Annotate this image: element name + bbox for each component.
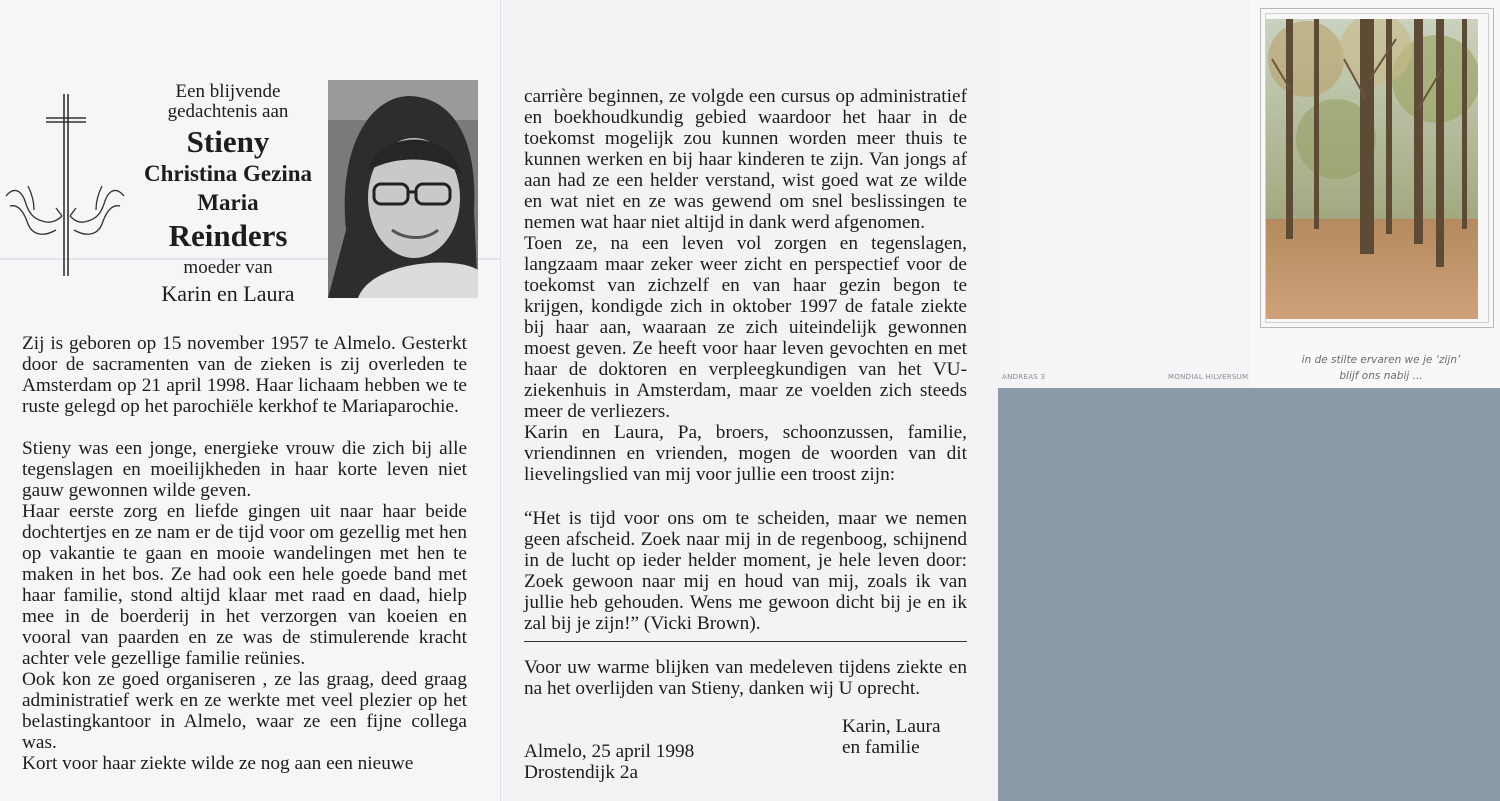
print-code: ANDREAS 3 xyxy=(1002,373,1046,381)
mother-of-label: moeder van xyxy=(183,257,273,278)
cross-icon xyxy=(46,94,86,276)
city-date: Almelo, 25 april 1998 xyxy=(524,741,695,762)
biography-middle xyxy=(524,86,967,485)
divider xyxy=(524,641,967,642)
surname: Reinders xyxy=(168,218,288,253)
forest-photo xyxy=(1266,19,1478,319)
biography-left xyxy=(22,333,467,774)
paragraph: Karin en Laura, Pa, broers, schoonzussen, familie, vriendinnen en vrienden, mogen de woorden van dit lievelingslied van mij voor jullie een troost zijn: xyxy=(524,422,967,485)
dove-left-icon xyxy=(6,186,62,234)
paragraph: Kort voor haar ziekte wilde ze nog aan een nieuwe xyxy=(22,753,414,774)
song-quote: “Het is tijd voor ons om te scheiden, maar we nemen geen afscheid. Zoek naar mij in de regenboog, schijnend in de lucht op ieder helder moment, je hele leven door: Zoek gewoon naar mij en houd van mij, zoals ik van jullie heb gehouden. Wens me gewoon dicht bij je en ik zal bij je zijn!” (Vicki Brown). xyxy=(524,508,967,634)
children-names: Karin en Laura xyxy=(161,281,295,306)
paragraph: carrière beginnen, ze volgde een cursus op administratief en boekhoudkundig gebied waardoor het haar in de toekomst mogelijk zou kunnen worden meer thuis te kunnen werken en bij haar kinderen te zijn. Van jongs af aan had ze een helder verstand, wist goed wat ze wilde en wat niet en ze was gewend om snel beslissingen te nemen wat haar niet altijd in dank werd afgenomen. xyxy=(524,86,967,233)
paragraph: Zij is geboren op 15 november 1957 te Almelo. Gesterkt door de sacramenten van de zieken is zij overleden te Amsterdam op 21 april 1998. Haar lichaam hebben we te ruste gelegd op het parochiële kerkhof te Mariaparochie. xyxy=(22,333,467,417)
signoff xyxy=(842,716,941,758)
header-line-1: Een blijvende xyxy=(175,81,281,102)
verse-line-2: blijf ons nabij ... xyxy=(1339,370,1423,382)
dove-right-icon xyxy=(70,186,124,234)
portrait-photo xyxy=(328,80,478,298)
paragraph: Ook kon ze goed organiseren , ze las graag, deed graag administratief werk en ze werkte met veel plezier op het belastingkantoor in Almelo, waar ze een fijne collega was. xyxy=(22,669,467,753)
street-address: Drostendijk 2a xyxy=(524,762,639,783)
scan-background xyxy=(998,0,1500,801)
given-names-2: Maria xyxy=(197,190,259,215)
thanks-text: Voor uw warme blijken van medeleven tijdens ziekte en na het overlijden van Stieny, danken wij U oprecht. xyxy=(524,657,967,699)
cross-and-doves-emblem xyxy=(4,90,128,280)
paragraph: Stieny was een jonge, energieke vrouw die zich bij alle tegenslagen en moeilijkheden in haar korte leven niet gauw gewonnen wilde geven. xyxy=(22,438,467,501)
card-back-cover xyxy=(998,0,1250,388)
verse-line-1: in de stilte ervaren we je ‘zijn’ xyxy=(1301,354,1461,366)
card-front-cover xyxy=(1250,0,1500,388)
printer-name: MONDIAL HILVERSUM xyxy=(1168,373,1249,381)
paragraph: Haar eerste zorg en liefde gingen uit naar haar beide dochtertjes en ze nam er de tijd voor om gezellig met hen op vakantie te gaan en mooie wandelingen met hen te maken in het bos. Ze had ook een hele goede band met haar familie, stond altijd klaar met raad en daad, hielp mee in de boerderij in het verzorgen van koeien en vooral van paarden en ze was de stimulerende kracht achter vele gezellige familie reünies. xyxy=(22,501,467,669)
card-left-panel xyxy=(0,0,500,801)
signoff-line-2: en familie xyxy=(842,737,920,758)
paragraph: Toen ze, na een leven vol zorgen en tegenslagen, langzaam maar zeker weer zicht en perspectief voor de toekomst van zichzelf en van haar gezin begon te krijgen, kondigde zich in oktober 1997 de fatale ziekte bij haar aan, waaraan ze zich uiteindelijk gewonnen moest geven. Ze heeft voor haar leven gevochten en met haar de doktoren en verpleegkundigen van het VU-ziekenhuis in Amsterdam, maar ze voelden zich steeds meer de verliezers. xyxy=(524,233,967,422)
given-names-1: Christina Gezina xyxy=(143,161,313,186)
signoff-line-1: Karin, Laura xyxy=(842,716,941,737)
cover-verse xyxy=(1276,352,1486,384)
deceased-name: Stieny xyxy=(186,124,270,159)
header-line-2: gedachtenis aan xyxy=(167,101,289,122)
place-and-date xyxy=(524,741,694,783)
